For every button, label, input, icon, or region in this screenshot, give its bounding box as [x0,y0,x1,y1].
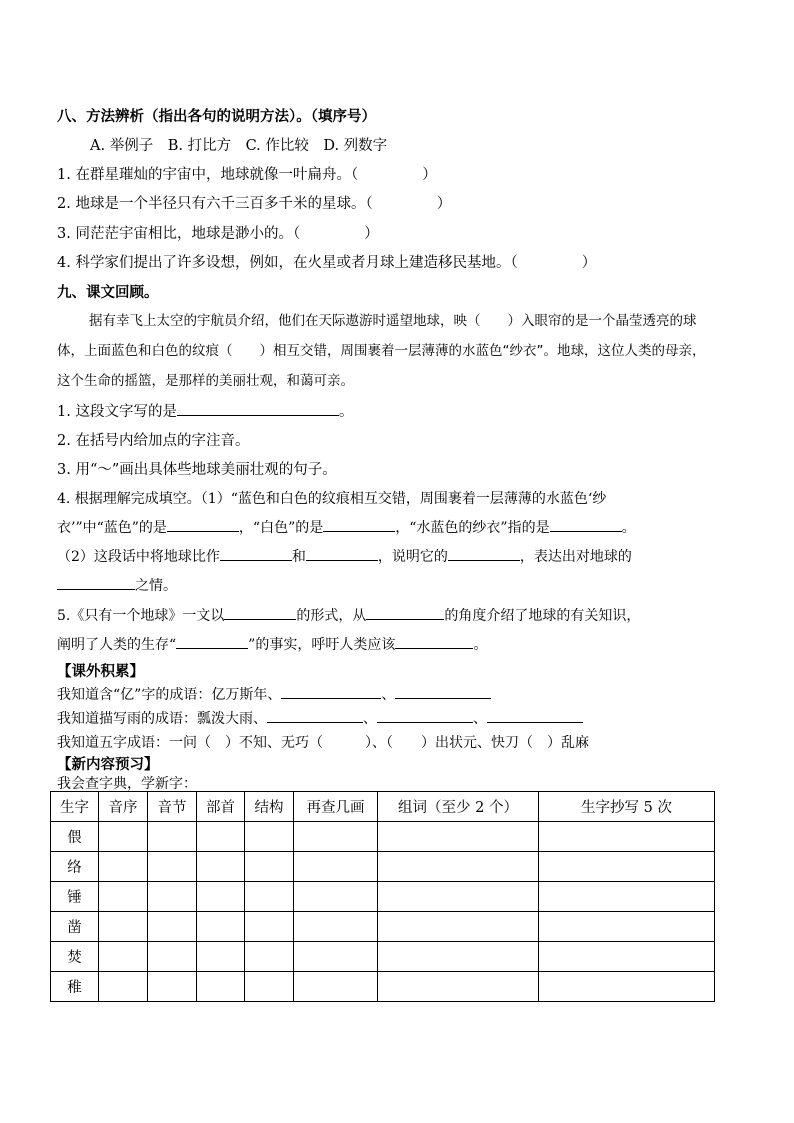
extra-line3: 我知道五字成语：一问（ ）不知、无巧（ ）、（ ）出状元、快刀（ ）乱麻 [57,735,589,751]
char-cell: 稚 [51,972,99,1002]
answer-blank[interactable] [220,546,292,561]
answer-blank[interactable] [176,634,248,649]
answer-blank[interactable] [306,546,378,561]
question-8-3: 3. 同茫茫宇宙相比，地球是渺小的。（ ） [57,226,379,242]
answer-blank[interactable] [177,401,339,416]
question-text: 4. 科学家们提出了许多设想，例如，在火星或者月球上建造移民基地。（ [57,255,518,271]
section9-title: 九、课文回顾。 [57,284,159,301]
section8-options: A. 举例子 B. 打比方 C. 作比较 D. 列数字 [90,138,388,154]
question-9-4-line2: 衣’”中“蓝色”的是 ，“白色”的是 ，“水蓝色的纱衣”指的是 。 [57,517,636,537]
new-characters-table [50,791,715,1002]
answer-blank[interactable] [487,708,583,723]
question-9-5-line1: 5.《只有一个地球》一文以 的形式，从 的角度介绍了地球的有关知识， [57,605,640,625]
answer-blank[interactable] [281,684,381,699]
table-header: 再查几画 [294,792,378,822]
answer-blank[interactable] [448,546,520,561]
table-header: 音节 [148,792,197,822]
char-cell: 络 [51,852,99,882]
table-header: 生字 [51,792,99,822]
reading-passage: 据有幸飞上太空的宇航员介绍，他们在天际遨游时遥望地球，映（ ）入眼帘的是一个晶莹透亮的球体，上面蓝色和白色的纹痕（ ）相互交错，周围裹着一层薄薄的水蓝色“纱衣”。地球，这位人类的母亲，这个生命的摇篮，是那样的美丽壮观，和蔼可亲。 [57,313,706,389]
answer-blank[interactable] [267,708,363,723]
answer-blank[interactable] [323,517,395,532]
table-header: 音序 [99,792,148,822]
table-row [51,882,715,912]
question-text: 2. 地球是一个半径只有六千三百多千米的星球。（ [57,196,373,212]
answer-blank[interactable] [57,575,135,590]
extra-line2: 我知道描写雨的成语：瓢泼大雨、 、 、 [57,708,583,728]
table-header: 结构 [245,792,294,822]
extra-title: 【课外积累】 [57,663,144,680]
char-cell: 锤 [51,882,99,912]
question-9-4-line3: （2）这段话中将地球比作 和 ，说明它的 ，表达出对地球的 [57,546,632,566]
preview-title: 【新内容预习】 [57,756,159,773]
preview-intro: 我会查字典，学新字： [57,776,197,792]
char-cell: 偎 [51,822,99,852]
table-row [51,912,715,942]
table-header: 组词（至少 2 个） [378,792,539,822]
answer-blank[interactable] [550,517,622,532]
question-9-5-line2: 阐明了人类的生存“ ”的事实，呼吁人类应该 。 [57,634,487,654]
question-text: 1. 在群星璀灿的宇宙中，地球就像一叶扁舟。（ [57,167,359,183]
char-cell: 凿 [51,912,99,942]
question-9-4-line4: 之情。 [57,575,177,595]
answer-blank[interactable] [395,684,491,699]
table-header-row [51,792,715,822]
question-9-2: 2. 在括号内给加点的字注音。 [57,433,250,449]
question-text: 3. 同茫茫宇宙相比，地球是渺小的。（ [57,226,301,242]
question-9-4-line1: 4. 根据理解完成填空。（1）“蓝色和白色的纹痕相互交错，周围裹着一层薄薄的水蓝色‘纱 [57,491,607,507]
table-row [51,972,715,1002]
table-header: 部首 [197,792,245,822]
table-row [51,942,715,972]
section8-title: 八、方法辨析（指出各句的说明方法）。（填序号） [57,108,376,125]
question-8-4: 4. 科学家们提出了许多设想，例如，在火星或者月球上建造移民基地。（ ） [57,255,597,271]
answer-blank[interactable] [395,634,473,649]
question-8-2: 2. 地球是一个半径只有六千三百多千米的星球。（ ） [57,196,452,212]
question-8-1: 1. 在群星璀灿的宇宙中，地球就像一叶扁舟。（ ） [57,167,437,183]
table-row [51,852,715,882]
table-header: 生字抄写 5 次 [539,792,715,822]
char-cell: 焚 [51,942,99,972]
answer-blank[interactable] [224,605,296,620]
extra-line1: 我知道含“亿”字的成语：亿万斯年、 、 [57,684,491,704]
answer-blank[interactable] [167,517,239,532]
answer-blank[interactable] [377,708,473,723]
question-9-1: 1. 这段文字写的是 。 [57,400,353,421]
table-row [51,822,715,852]
question-9-3: 3. 用“～”画出具体些地球美丽壮观的句子。 [57,462,337,478]
answer-blank[interactable] [366,605,444,620]
